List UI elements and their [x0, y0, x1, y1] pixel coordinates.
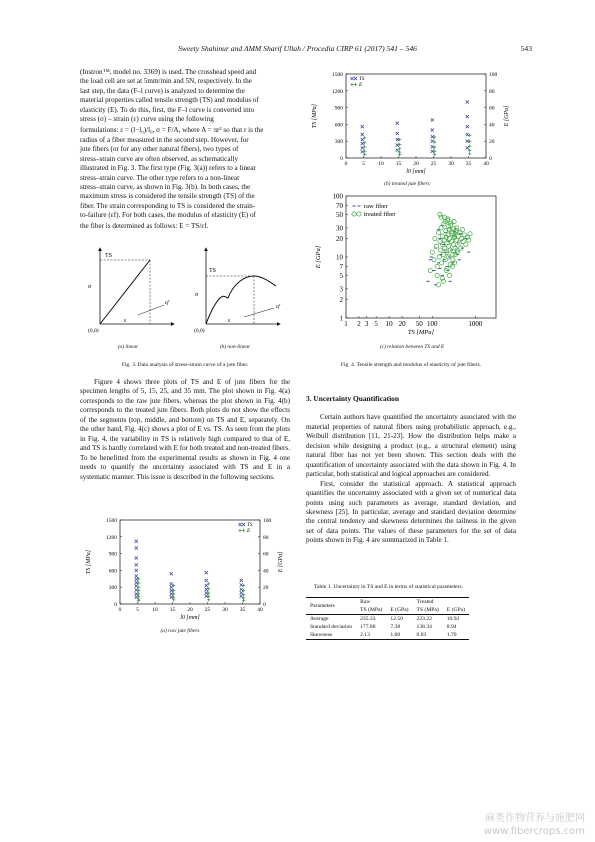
x-tick-label: 1000	[468, 320, 483, 328]
ts-point	[135, 563, 138, 566]
plot-frame	[120, 520, 260, 604]
fig3b-caption: (b) non-linear	[219, 344, 251, 350]
y2-tick-label: 20	[489, 139, 495, 146]
y-tick-label: 70	[336, 201, 343, 210]
ts-point	[205, 584, 208, 587]
y-tick-label: 3	[339, 285, 343, 294]
fig3b-sigma-label: σ	[195, 292, 199, 298]
y2-axis-label: E [GPa]	[504, 105, 510, 127]
e-point	[207, 598, 210, 601]
y-tick-label: 30	[336, 224, 343, 233]
treated-fiber-point	[428, 268, 432, 272]
fig4-caption: Fig. 4. Tensile strength and modulus of elasticity of jute fibers.	[340, 362, 482, 368]
e-point	[433, 153, 436, 156]
x-tick-label: 5	[136, 607, 139, 613]
fig3a-ts-label: TS	[105, 253, 113, 259]
legend-marker	[238, 523, 241, 526]
ts-point	[361, 138, 364, 141]
ts-point	[135, 540, 138, 543]
treated-fiber-point	[432, 258, 436, 262]
x-tick-label: 20	[398, 320, 406, 328]
table1-subheader: E (GPa)	[390, 607, 409, 613]
x-tick-label: 10	[385, 320, 393, 328]
legend-label: E	[247, 528, 251, 534]
x-tick-label: 5	[362, 161, 365, 167]
fig4b-caption: (b) treated jute fibers	[384, 181, 430, 187]
e-point	[398, 147, 401, 150]
paragraph-4: First, consider the statistical approach. A statistical approach quantifies the uncertainty associated with a given set of numerical data points using such parameters as average, standard deviation, and skewness [25]. In particular, average and standard deviation determine the central tendency and skewness determines the tailness in the given set of data points. The values of these parameters for the set of data points shown in Fig. 4 are summarized in Table 1.	[306, 479, 516, 545]
left-paragraph-1: (Instron™, model no. 3369) is used. The crosshead speed and the load cell are set at 5mm/min and 5N, respectively. In the last step, the data (F–l curve) is analyzed to determine the material properties called tensile strength (TS) and modulus of elasticity (E). To do this, first, the F–l curve is converted into stress (σ) – strain (ε) curve using the following formulations: ε = (l−l₀)/l₀, σ = F/A, where A = πr² so that r is the radius of a fiber measured in the second step. However, for jute fibers (or for any other natural fibers), two types of stress–strain curve are often observed, as schematically illustrated in Fig. 3. The first type (Fig. 3(a)) refers to a linear stress–strain curve. The other type refers to a non-linear stress–strain curve, as shown in Fig. 3(b). In both cases, the maximum stress is considered the tensile strength (TS) of the fiber. The strain corresponding to TS is considered the strain- to-failure (εf). For both cases, the modulus of elasticity (E) of the fiber is determined as follows: E = TS/εf.	[80, 68, 264, 230]
e-point	[242, 599, 245, 602]
fig3-caption: Fig. 3. Data analysis of stress-strain curve of a jute fiber.	[121, 362, 249, 368]
fig3b-nonlinear-diagram	[194, 248, 281, 334]
y-tick-label: 7	[339, 262, 343, 271]
e-point	[398, 153, 401, 156]
x-axis-label: TS [MPa]	[407, 329, 435, 336]
ts-point	[466, 125, 469, 128]
ts-point	[240, 591, 243, 594]
x-tick-label: 25	[204, 607, 211, 613]
y-axis-label: TS [MPa]	[86, 549, 92, 575]
ts-point	[205, 588, 208, 591]
page-number: 543	[520, 44, 532, 53]
table1-row: Average 235.33 12.50 223.22 10.92	[310, 616, 460, 622]
treated-fiber-point	[440, 234, 444, 238]
treated-fiber-point	[447, 273, 451, 277]
ts-point	[361, 142, 364, 145]
x-tick-label: 15	[395, 161, 402, 167]
right-text	[306, 394, 516, 546]
table1-row: Standard deviation 177.88 7.38 138.34 8.94	[310, 624, 457, 630]
treated-fiber-point	[436, 231, 440, 235]
fig3b-epsf-label: εf	[276, 304, 280, 310]
x-tick-label: 20	[187, 607, 193, 613]
plot-frame	[346, 74, 486, 158]
watermark-line-2: www.fibercrops.com	[483, 826, 585, 837]
x-tick-label: 10	[152, 607, 158, 613]
y-tick-label: 900	[334, 105, 343, 112]
legend-marker	[238, 529, 241, 532]
ts-point	[396, 144, 399, 147]
table1-caption: Table 1. Uncertainty in TS and E in terms of statistical parameters.	[314, 584, 464, 590]
ts-point	[170, 572, 173, 575]
ts-point	[205, 571, 208, 574]
y-tick-label: 300	[334, 139, 343, 146]
ts-point	[431, 128, 434, 131]
table1	[306, 597, 469, 640]
ts-point	[466, 115, 469, 118]
fig4b-chart	[306, 66, 516, 184]
y-tick-label: 1200	[332, 88, 343, 95]
e-point	[172, 584, 175, 587]
legend-marker	[350, 77, 353, 80]
fig3a-epsf-label: εf	[165, 300, 169, 306]
x-tick-label: 50	[415, 320, 423, 328]
table1-subheader: TS (MPa)	[360, 607, 383, 613]
x-tick-label: 20	[413, 161, 419, 167]
table1-treated-header: Treated	[416, 599, 434, 605]
y2-tick-label: 100	[489, 72, 498, 78]
paragraph-3: Certain authors have quantified the uncertainty associated with the material properties of natural fibers using probabilistic approach, e.g., Weibull distribution [11, 21-23]. How the distribution helps make a decision while designing a product (e.g., a structural element) using natural fiber has not yet been shown. This section deals with the quantification of uncertainty associated with the data shown in Fig. 4. In particular, both statistical and logical approaches are considered.	[306, 413, 516, 479]
section-title: 3. Uncertainty Quantification	[306, 394, 399, 403]
e-point	[363, 145, 366, 148]
y2-tick-label: 60	[489, 105, 495, 112]
fig4c-chart	[306, 190, 516, 346]
x-tick-label: 3	[364, 320, 369, 328]
e-point	[137, 599, 140, 602]
e-point	[468, 152, 471, 155]
ts-point	[135, 588, 138, 591]
y-tick-label: 0	[114, 602, 117, 608]
y-tick-label: 0	[340, 156, 343, 162]
x-tick-label: 2	[357, 320, 361, 328]
fig3a-caption: (a) linear	[117, 344, 139, 350]
fig3b-eps-label: ε	[228, 318, 231, 324]
fig3a-eps-label: ε	[124, 318, 127, 324]
y2-tick-label: 0	[489, 156, 492, 162]
y-tick-label: 300	[108, 585, 117, 592]
legend-label: raw fiber	[364, 203, 388, 210]
legend-label: treated fiber	[364, 211, 396, 218]
x-tick-label: 100	[427, 320, 438, 328]
legend-marker	[354, 77, 357, 80]
x-tick-label: 35	[239, 607, 246, 613]
treated-fiber-point	[462, 233, 466, 237]
ts-point	[135, 574, 138, 577]
table1-subheader: TS (MPa)	[416, 607, 439, 613]
ts-point	[135, 569, 138, 572]
y2-axis-label: E [GPa]	[278, 551, 284, 573]
table1-subheader: E (GPa)	[446, 607, 465, 613]
watermark-line-1: 麻类作物营养与施肥网	[485, 813, 585, 824]
ts-point	[135, 556, 138, 559]
y2-tick-label: 20	[263, 585, 269, 592]
x-tick-label: 15	[169, 607, 176, 613]
fig3a-origin-label: (0,0)	[88, 328, 99, 334]
y-tick-label: 600	[334, 122, 343, 129]
ts-point	[396, 132, 399, 135]
ts-point	[361, 150, 364, 153]
legend	[350, 76, 364, 88]
x-tick-label: 40	[483, 161, 489, 167]
y-tick-label: 100	[332, 192, 343, 201]
y-tick-label: 600	[108, 568, 117, 575]
treated-fiber-point	[460, 228, 464, 232]
x-tick-label: 0	[118, 607, 122, 613]
legend-label: E	[359, 82, 363, 88]
treated-fiber-point	[468, 232, 472, 236]
legend	[238, 522, 252, 534]
y2-tick-label: 0	[263, 602, 266, 608]
ts-point	[240, 583, 243, 586]
fig3a-linear-diagram	[88, 248, 174, 334]
y2-tick-label: 80	[263, 534, 269, 541]
legend-marker	[242, 529, 245, 532]
treated-fiber-point	[433, 237, 437, 241]
fig4a-caption: (a) raw jute fibers	[160, 628, 200, 634]
x-axis-label: l0 [mm]	[180, 615, 200, 621]
ts-point	[135, 546, 138, 549]
running-head: Sweety Shahinur and AMM Sharif Ullah / Procedia CIRP 61 (2017) 541 – 546	[178, 44, 417, 53]
fig4c-caption: (c) relation between TS and E	[379, 344, 445, 350]
table1-row: Skewness 2.13 1.00 0.83 1.70	[306, 631, 469, 640]
fig3-diagrams	[78, 242, 298, 342]
y-axis-label: E [GPa]	[315, 245, 322, 269]
fig4a-chart	[80, 512, 290, 630]
x-tick-label: 5	[374, 320, 378, 328]
y-tick-label: 900	[108, 551, 117, 558]
legend-marker	[350, 83, 353, 86]
y-tick-label: 50	[336, 210, 343, 219]
y-tick-label: 20	[336, 235, 343, 244]
legend-marker	[242, 523, 245, 526]
x-axis-label: l0 [mm]	[406, 169, 426, 175]
y-tick-label: 5	[339, 271, 343, 280]
ts-point	[361, 133, 364, 136]
x-tick-label: 0	[344, 161, 348, 167]
treated-fiber-point	[440, 261, 444, 265]
ts-point	[170, 582, 173, 585]
treated-fiber-point	[438, 248, 442, 252]
y2-tick-label: 100	[263, 518, 272, 524]
ts-point	[466, 100, 469, 103]
treated-fiber-point	[437, 255, 441, 259]
y2-tick-label: 40	[263, 568, 269, 575]
y2-tick-label: 80	[489, 88, 495, 95]
y-tick-label: 1200	[106, 534, 117, 541]
y-tick-label: 1500	[332, 72, 343, 78]
y-tick-label: 2	[339, 296, 343, 305]
legend-label: TS	[247, 522, 253, 528]
ts-point	[396, 122, 399, 125]
e-point	[468, 134, 471, 137]
legend-label: TS	[359, 76, 365, 82]
treated-fiber-point	[464, 242, 468, 246]
x-tick-label: 1	[344, 320, 348, 328]
treated-fiber-point	[435, 264, 439, 268]
e-point	[468, 145, 471, 148]
ts-point	[240, 579, 243, 582]
x-tick-label: 35	[465, 161, 472, 167]
x-tick-label: 10	[378, 161, 384, 167]
ts-point	[466, 146, 469, 149]
x-tick-label: 25	[430, 161, 437, 167]
fig3a-sigma-label: σ	[88, 284, 92, 290]
legend-marker	[354, 83, 357, 86]
treated-fiber-point	[435, 273, 439, 277]
y-tick-label: 1	[339, 314, 343, 323]
ts-point	[170, 586, 173, 589]
table1-raw-header: Raw	[360, 599, 371, 605]
watermark	[484, 812, 585, 838]
y-tick-label: 1500	[106, 518, 117, 524]
legend	[349, 200, 399, 220]
fig3b-origin-label: (0,0)	[194, 328, 205, 334]
treated-fiber-point	[430, 250, 434, 254]
e-point	[207, 582, 210, 585]
ts-point	[431, 118, 434, 121]
ts-point	[205, 579, 208, 582]
e-point	[433, 140, 436, 143]
y2-tick-label: 60	[263, 551, 269, 558]
fig3b-ts-label: TS	[209, 268, 217, 274]
e-point	[363, 136, 366, 139]
y-tick-label: 10	[336, 253, 343, 262]
x-tick-label: 30	[448, 161, 454, 167]
table1-param-header: Parameters	[310, 603, 335, 609]
y2-tick-label: 40	[489, 122, 495, 129]
ts-point	[361, 125, 364, 128]
treated-fiber-point	[439, 226, 443, 230]
x-tick-label: 30	[222, 607, 228, 613]
x-tick-label: 40	[257, 607, 263, 613]
left-paragraph-2: Figure 4 shows three plots of TS and E of jute fibers for the specimen lengths of 5, 15, 25, and 35 mm. The plot shown in Fig. 4(a) corresponds to the raw jute fibers, whereas the plot shown in Fig. 4(b) corresponds to the treated jute fibers. Both plots do not show the effects of the segments (top, middle, and bottom) on TS and E, separately. On the other hand, Fig. 4(c) shows a plot of E vs. TS. As seen from the plots in Fig. 4, the variability in TS is relatively high compared to that of E, and TS is hardly correlated with E for both treated and non-treated fibers. To be benefitted from the experimental results as shown in Fig. 4 one needs to quantify the uncertainty associated with TS and E in a systematic manner. This issue is described in the following sections.	[80, 378, 290, 481]
y-axis-label: TS [MPa]	[312, 103, 318, 129]
ts-point	[135, 578, 138, 581]
